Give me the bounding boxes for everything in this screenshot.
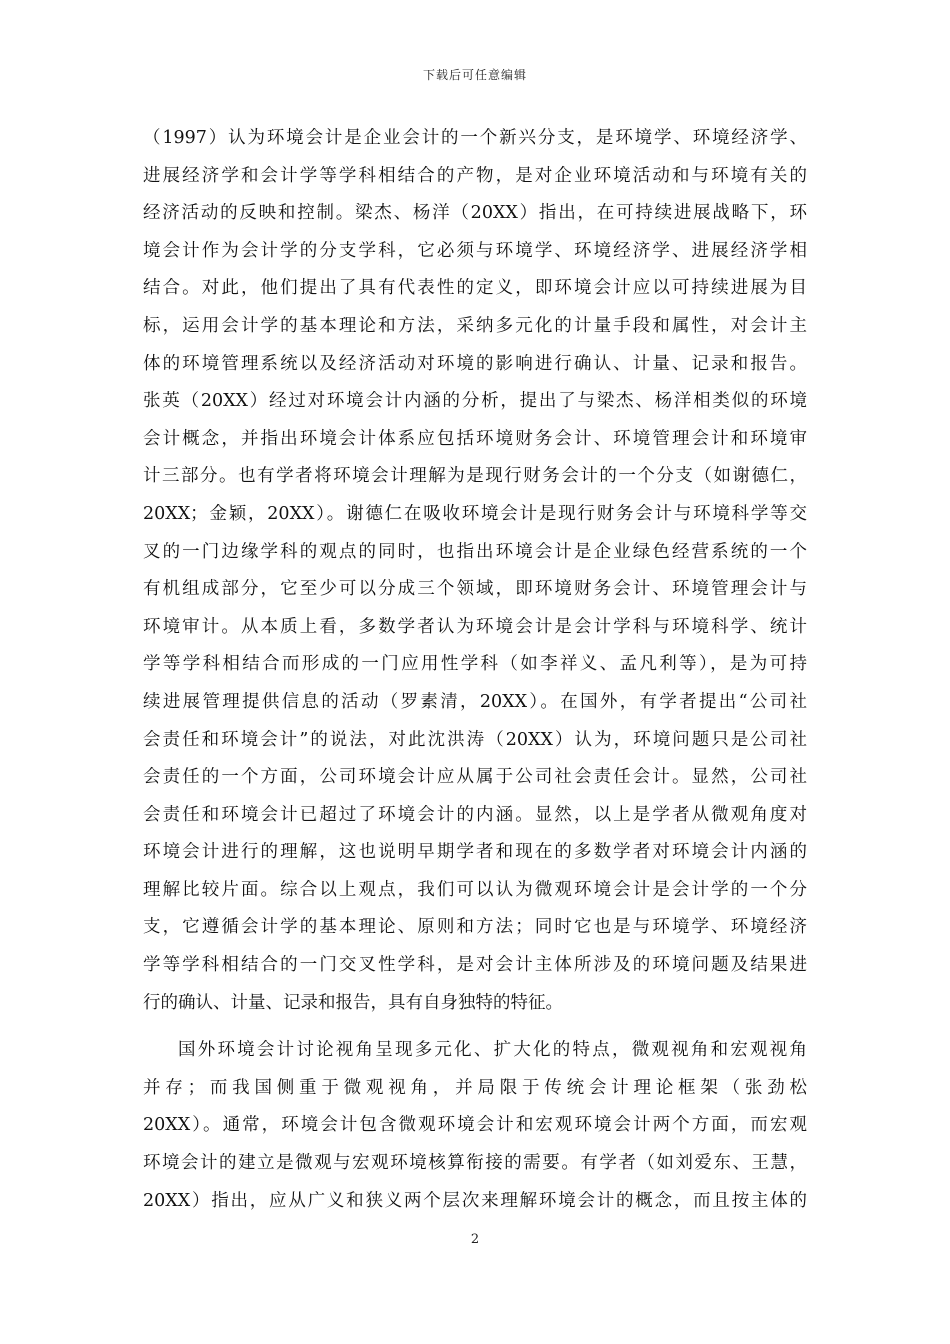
text-line: 环境会计进行的理解，这也说明早期学者和现在的多数学者对环境会计内涵的 xyxy=(143,842,807,863)
text-line: 20XX；金颖，20XX）。谢德仁在吸收环境会计是现行财务会计与环境科学等交 xyxy=(143,503,807,524)
text-line: 进展经济学和会计学等学科相结合的产物，是对企业环境活动和与环境有关的 xyxy=(143,165,807,186)
text-line: 经济活动的反映和控制。梁杰、杨洋（20XX）指出，在可持续进展战略下，环 xyxy=(143,203,807,224)
text-line: 学等学科相结合的一门交叉性学科，是对会计主体所涉及的环境问题及结果进 xyxy=(143,955,807,976)
paragraph-gap xyxy=(143,1022,807,1032)
text-line: 体的环境管理系统以及经济活动对环境的影响进行确认、计量、记录和报告。 xyxy=(143,353,807,374)
text-line: 会责任的一个方面，公司环境会计应从属于公司社会责任会计。显然，公司社 xyxy=(143,767,807,788)
text-line: 支，它遵循会计学的基本理论、原则和方法；同时它也是与环境学、环境经济 xyxy=(143,917,807,938)
text-line: 会责任和环境会计已超过了环境会计的内涵。显然，以上是学者从微观角度对 xyxy=(143,804,807,825)
text-line: 结合。对此，他们提出了具有代表性的定义，即环境会计应以可持续进展为目 xyxy=(143,278,807,299)
paragraph-1 xyxy=(143,120,807,1022)
text-line: 张英（20XX）经过对环境会计内涵的分析，提出了与梁杰、杨洋相类似的环境 xyxy=(143,391,807,412)
document-body xyxy=(143,120,807,1220)
text-line: 并存；而我国侧重于微观视角，并局限于传统会计理论框架（张劲松 xyxy=(143,1077,807,1098)
text-line: 20XX）指出，应从广义和狭义两个层次来理解环境会计的概念，而且按主体的 xyxy=(143,1190,807,1211)
text-line: 计三部分。也有学者将环境会计理解为是现行财务会计的一个分支（如谢德仁， xyxy=(143,466,807,487)
text-line: 学等学科相结合而形成的一门应用性学科（如李祥义、孟凡利等），是为可持 xyxy=(143,654,807,675)
page-header: 下载后可任意编辑 xyxy=(422,68,527,82)
text-line: 会责任和环境会计”的说法，对此沈洪涛（20XX）认为，环境问题只是公司社 xyxy=(143,729,807,750)
text-line: 会计概念，并指出环境会计体系应包括环境财务会计、环境管理会计和环境审 xyxy=(143,428,807,449)
page-number: 2 xyxy=(470,1232,480,1247)
paragraph-2 xyxy=(143,1032,807,1220)
text-line: 国外环境会计讨论视角呈现多元化、扩大化的特点，微观视角和宏观视角 xyxy=(178,1040,807,1061)
text-line: 环境审计。从本质上看，多数学者认为环境会计是会计学科与环境科学、统计 xyxy=(143,616,807,637)
text-line: （1997）认为环境会计是企业会计的一个新兴分支，是环境学、环境经济学、 xyxy=(143,128,807,148)
text-line: 标，运用会计学的基本理论和方法，采纳多元化的计量手段和属性，对会计主 xyxy=(143,315,807,336)
text-line: 行的确认、计量、记录和报告，具有自身独特的特征。 xyxy=(143,992,563,1013)
text-line: 20XX）。通常，环境会计包含微观环境会计和宏观环境会计两个方面，而宏观 xyxy=(143,1115,807,1136)
text-line: 境会计作为会计学的分支学科，它必须与环境学、环境经济学、进展经济学相 xyxy=(143,240,807,261)
text-line: 叉的一门边缘学科的观点的同时，也指出环境会计是企业绿色经营系统的一个 xyxy=(143,541,807,562)
text-line: 环境会计的建立是微观与宏观环境核算衔接的需要。有学者（如刘爱东、王慧， xyxy=(143,1153,807,1174)
text-line: 有机组成部分，它至少可以分成三个领域，即环境财务会计、环境管理会计与 xyxy=(143,579,807,600)
text-line: 续进展管理提供信息的活动（罗素清，20XX）。在国外，有学者提出“公司社 xyxy=(143,691,807,712)
text-line: 理解比较片面。综合以上观点，我们可以认为微观环境会计是会计学的一个分 xyxy=(143,879,807,900)
